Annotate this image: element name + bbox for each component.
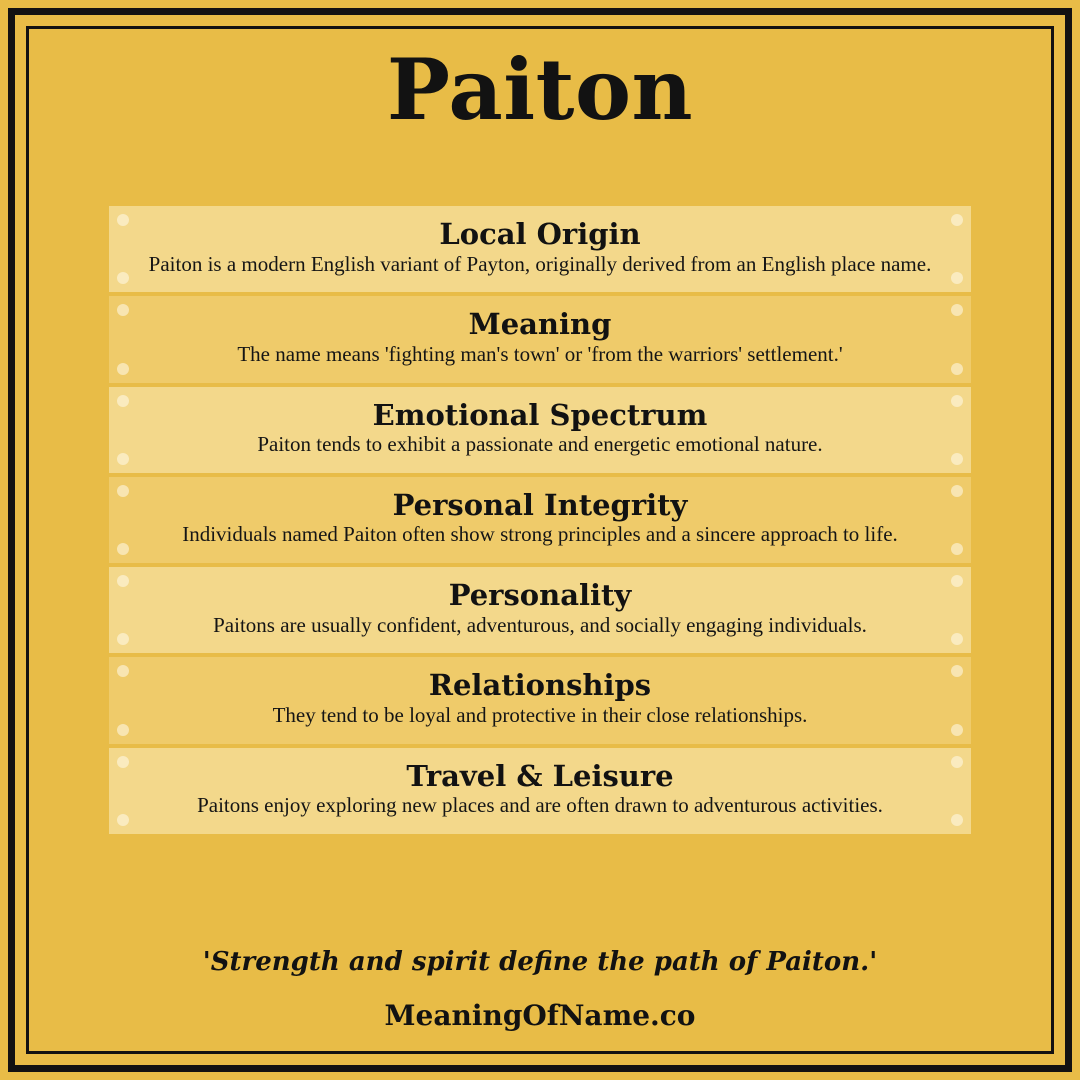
corner-dot-icon	[951, 814, 963, 826]
info-card-text: Paiton tends to exhibit a passionate and energetic emotional nature.	[257, 432, 823, 457]
info-card-emotional-spectrum	[109, 387, 971, 473]
corner-dot-icon	[951, 363, 963, 375]
info-card-title: Meaning	[468, 307, 612, 342]
corner-dot-icon	[117, 272, 129, 284]
info-card-title: Emotional Spectrum	[372, 397, 708, 432]
corner-dot-icon	[117, 814, 129, 826]
poster-footer	[40, 947, 1040, 1042]
info-card-title: Personality	[448, 578, 632, 613]
info-card-title: Personal Integrity	[392, 487, 688, 522]
info-card-text: Paitons are usually confident, adventurous, and socially engaging individuals.	[213, 612, 867, 637]
corner-dot-icon	[117, 633, 129, 645]
info-card-list	[109, 206, 971, 834]
info-card-meaning	[109, 296, 971, 382]
info-card-text: The name means 'fighting man's town' or 'from the warriors' settlement.'	[237, 341, 843, 366]
brand-name: MeaningOfName.co	[384, 999, 696, 1032]
corner-dot-icon	[951, 543, 963, 555]
corner-dot-icon	[117, 724, 129, 736]
corner-dot-icon	[951, 724, 963, 736]
poster-content	[40, 34, 1040, 1042]
corner-dot-icon	[117, 363, 129, 375]
corner-dot-icon	[951, 272, 963, 284]
info-card-title: Local Origin	[439, 217, 641, 252]
info-card-text: Paitons enjoy exploring new places and are often drawn to adventurous activities.	[197, 793, 883, 818]
corner-dot-icon	[117, 453, 129, 465]
info-card-personality	[109, 567, 971, 653]
info-card-text: Paiton is a modern English variant of Payton, originally derived from an English place name.	[148, 251, 932, 276]
corner-dot-icon	[951, 453, 963, 465]
corner-dot-icon	[117, 543, 129, 555]
corner-dot-icon	[951, 633, 963, 645]
info-card-title: Relationships	[428, 668, 652, 703]
info-card-travel-leisure	[109, 748, 971, 834]
info-card-personal-integrity	[109, 477, 971, 563]
tagline-quote: 'Strength and spirit define the path of Paiton.'	[202, 947, 878, 977]
info-card-title: Travel & Leisure	[406, 758, 674, 793]
info-card-local-origin	[109, 206, 971, 292]
info-card-relationships	[109, 657, 971, 743]
info-card-text: Individuals named Paiton often show strong principles and a sincere approach to life.	[182, 522, 898, 547]
info-card-text: They tend to be loyal and protective in their close relationships.	[272, 702, 808, 727]
page-title: Paiton	[386, 40, 694, 139]
